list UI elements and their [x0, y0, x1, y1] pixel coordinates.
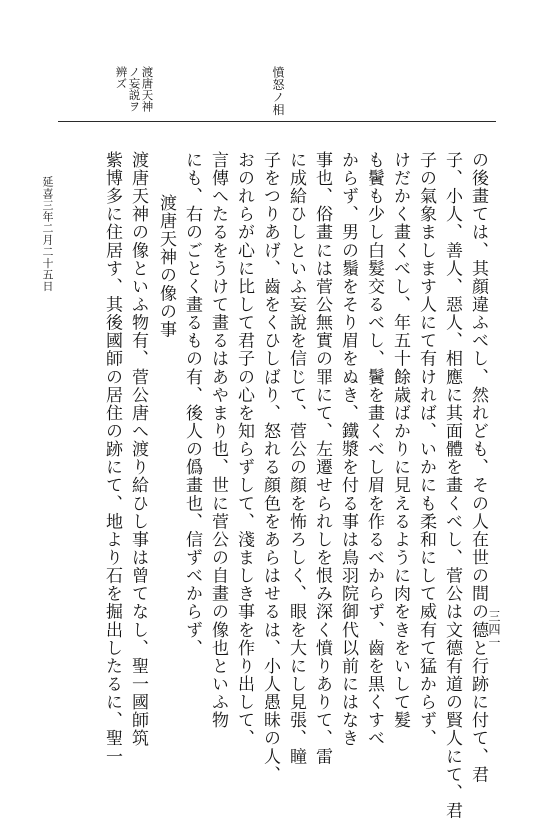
side-note-line-3: 辨ズ — [114, 66, 129, 89]
page-number: 三四一 — [487, 610, 501, 649]
text-column-6: からず、男の鬚をそり眉をぬき、鐵漿を付る事は鳥羽院御代以前にはなき — [338, 151, 358, 748]
text-column-10: おのれらが心に比して君子の心を知らずして、淺ましき事を作り出して、 — [234, 151, 254, 748]
text-column-9: 子をつりあげ、齒をくひしばり、怒れる顔色をあらはせるは、小人愚昧の人、 — [260, 151, 280, 784]
header-divider — [58, 121, 496, 122]
side-note-line-1: 渡唐天神 — [140, 66, 155, 112]
text-column-14: 渡唐天神の像といふ物有、菅公唐へ渡り給ひし事は曾てなし、聖一國師筑 — [128, 151, 148, 748]
text-column-8: に成給ひしといふ妄說を信じて、菅公の顔を怖ろしく、眼を大にし見張、瞳 — [286, 151, 306, 766]
section-heading: 渡唐天神の像の事 — [156, 194, 176, 339]
margin-date-note: 延喜三年二月二十五日 — [41, 176, 54, 292]
text-column-1: の後畫ては、其顔違ふべし、然れども、その人在世の間の德と行跡に付て、君 — [468, 151, 488, 784]
text-column-3: 子の氣象まします人にて有ければ、いかにも柔和にして威有て猛からず、 — [416, 151, 436, 748]
text-column-7: 事也、俗畫には菅公無實の罪にて、左遷せられしを恨み深く憤りありて、雷 — [312, 151, 332, 766]
side-note-line-2: ノ妄説ヲ — [127, 66, 142, 112]
running-title: 憤怒ノ相 — [271, 66, 285, 116]
text-column-12: にも、右のごとく畫るもの有、後人の僞畫也、信ずべからず、 — [182, 151, 202, 657]
text-column-2: 子、小人、善人、惡人、相應に其面體を畫くべし、菅公は文德有道の賢人にて、君 — [442, 151, 462, 820]
text-column-5: も鬢も少し白髮交るべし、鬢を畫くべし眉を作るべからず、齒を黒くすべ — [364, 151, 384, 748]
text-column-4: けだかく畫くべし、年五十餘歳ばかりに見えるように肉をきをいして髮 — [390, 151, 410, 730]
text-column-11: 言傳へたるをうけて畫るはあやまり也、世に菅公の自畫の像也といふ物 — [208, 151, 228, 730]
text-column-15: 紫博多に住居す、其後國師の居住の跡にて、地より石を掘出したるに、聖一 — [102, 151, 122, 766]
